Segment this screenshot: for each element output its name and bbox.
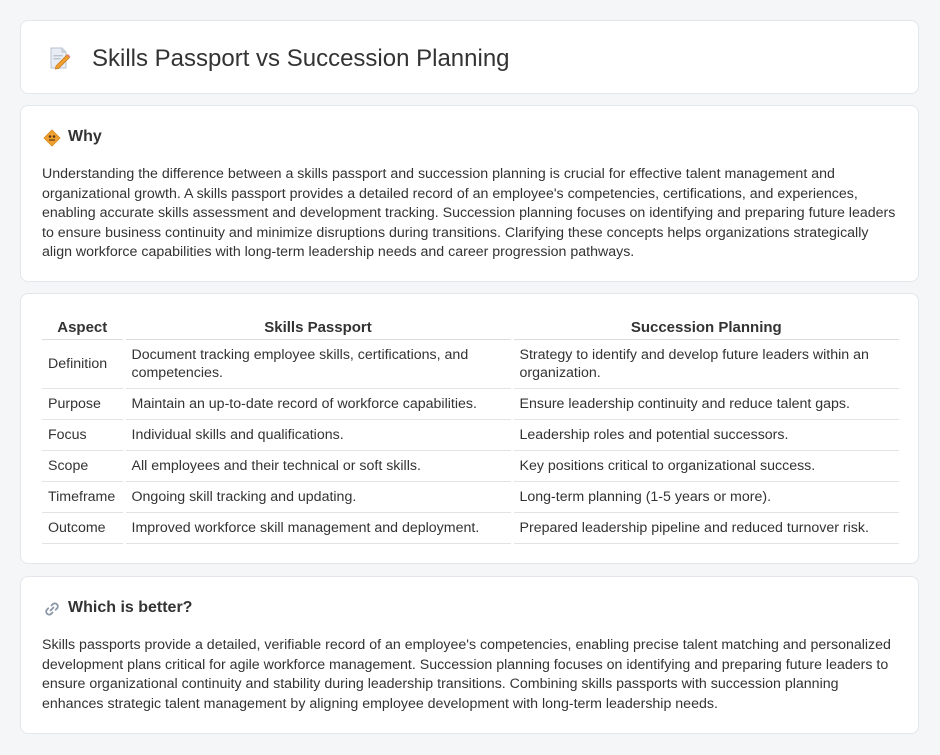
- row-skills-passport: Maintain an up-to-date record of workforce capabilities.: [124, 388, 512, 419]
- header-succession-planning: Succession Planning: [512, 316, 899, 339]
- why-text: Understanding the difference between a skills passport and succession planning is crucial for effective talent management and organizational growth. A skills passport provides a detailed record of an employee's competencies, certifications, and experiences, enabling accurate skills assessment and development tracking. Succession planning focuses on identifying and preparing future leaders to ensure business continuity and minimize disruptions during transitions. Clarifying these concepts helps organizations strategically align workforce capabilities with long-term leadership needs and career progression pathways.: [42, 166, 896, 261]
- why-heading: Why: [68, 128, 102, 145]
- header-skills-passport: Skills Passport: [124, 316, 512, 339]
- comparison-table: [42, 316, 899, 544]
- diamond-sign-icon: [43, 129, 61, 147]
- row-skills-passport: Ongoing skill tracking and updating.: [124, 481, 512, 512]
- row-aspect: Scope: [42, 450, 124, 481]
- link-icon: [43, 600, 61, 618]
- row-skills-passport: Document tracking employee skills, certifications, and competencies.: [124, 339, 512, 388]
- row-succession-planning: Ensure leadership continuity and reduce talent gaps.: [512, 388, 899, 419]
- which-is-better-section: [20, 576, 919, 734]
- document-pencil-icon: [47, 46, 71, 70]
- which-is-better-text: Skills passports provide a detailed, verifiable record of an employee's competencies, enabling precise talent matching and personalized development plans critical for agile workforce management. Succession planning focuses on identifying and preparing future leaders to ensure organizational continuity and stability during leadership transitions. Combining skills passports with succession planning enhances strategic talent management by aligning employee development with long-term leadership needs.: [42, 637, 891, 712]
- header-card: [20, 20, 919, 94]
- which-is-better-heading: Which is better?: [68, 599, 193, 616]
- row-skills-passport: All employees and their technical or soft skills.: [124, 450, 512, 481]
- table-row: [42, 512, 899, 543]
- row-aspect: Definition: [42, 339, 124, 388]
- table-row: [42, 419, 899, 450]
- table-row: [42, 388, 899, 419]
- row-aspect: Focus: [42, 419, 124, 450]
- table-row: [42, 450, 899, 481]
- comparison-section: [20, 293, 919, 564]
- row-succession-planning: Strategy to identify and develop future leaders within an organization.: [512, 339, 899, 388]
- row-succession-planning: Prepared leadership pipeline and reduced turnover risk.: [512, 512, 899, 543]
- row-succession-planning: Long-term planning (1-5 years or more).: [512, 481, 899, 512]
- row-succession-planning: Leadership roles and potential successors.: [512, 419, 899, 450]
- table-row: [42, 339, 899, 388]
- table-header-row: [42, 316, 899, 339]
- row-aspect: Purpose: [42, 388, 124, 419]
- table-row: [42, 481, 899, 512]
- row-aspect: Outcome: [42, 512, 124, 543]
- row-aspect: Timeframe: [42, 481, 124, 512]
- why-section: [20, 105, 919, 282]
- row-skills-passport: Improved workforce skill management and deployment.: [124, 512, 512, 543]
- header-aspect: Aspect: [42, 316, 124, 339]
- row-skills-passport: Individual skills and qualifications.: [124, 419, 512, 450]
- row-succession-planning: Key positions critical to organizational success.: [512, 450, 899, 481]
- page-title: Skills Passport vs Succession Planning: [92, 45, 510, 72]
